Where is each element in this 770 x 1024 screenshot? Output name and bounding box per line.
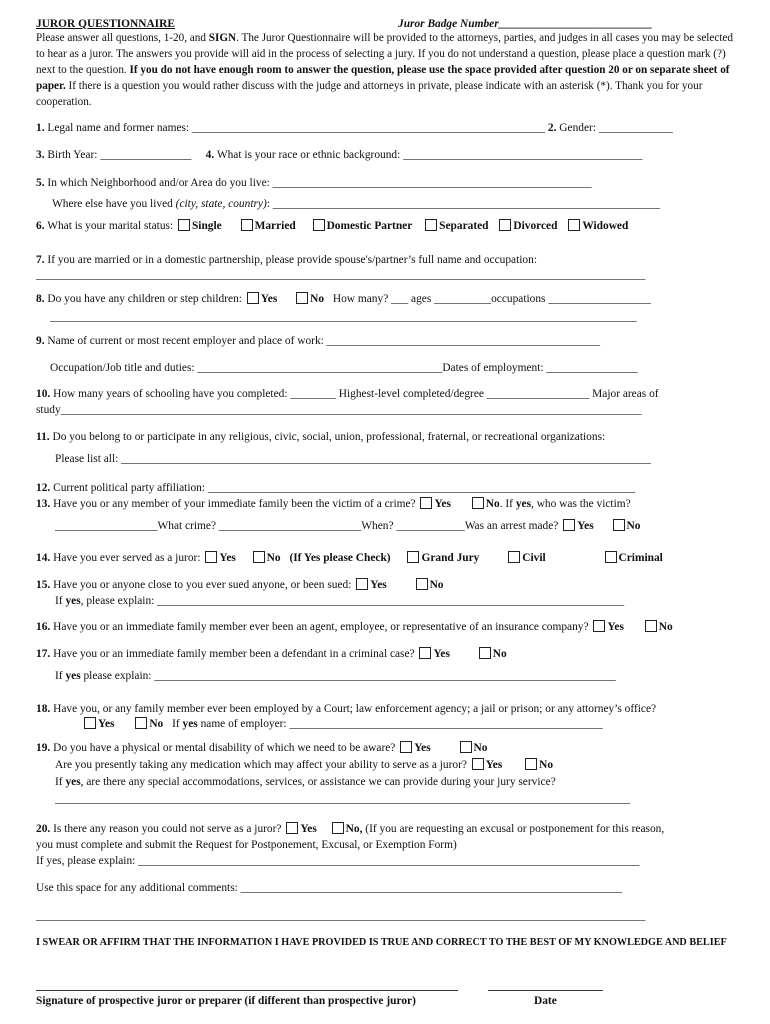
question-11-list[interactable]: Please list all: _____________________________________________________________________________________________ xyxy=(55,453,651,465)
checkbox-medication-no[interactable] xyxy=(525,758,537,770)
checkbox-married[interactable] xyxy=(241,219,253,231)
question-8: 8. Do you have any children or step children: Yes No How many? ___ ages __________occupations __________________ xyxy=(36,293,651,305)
question-9-occupation[interactable]: Occupation/Job title and duties: ___________________________________________Dates of employment: ________________ xyxy=(50,362,638,374)
header xyxy=(36,17,740,31)
intro-paragraph: Please answer all questions, 1-20, and SIGN. The Juror Questionnaire will be provided to the attorneys, parties, and judges in all cases you may be selected to hear as a juror. The answers you provide will aid in the process of selecting a jury. If you do not understand a question, please place a question mark (?) next to the question. If you do not have enough room to answer the question, please use the space provided after question 20 or on separate sheet of paper. If there is a question you would rather discuss with the judge and attorneys in private, please indicate with an asterisk (*). Thank you for your cooperation. xyxy=(36,32,733,108)
checkbox-defendant-yes[interactable] xyxy=(419,647,431,659)
question-3-4[interactable]: 3. Birth Year: ________________ 4. What is your race or ethnic background: __________________________________________ xyxy=(36,149,643,161)
question-10-study[interactable]: study______________________________________________________________________________________________________ xyxy=(36,404,642,416)
date-line[interactable] xyxy=(488,990,603,991)
checkbox-domestic-partner[interactable] xyxy=(313,219,325,231)
question-1-2[interactable]: 1. Legal name and former names: ______________________________________________________________ 2. Gender: _____________ xyxy=(36,122,673,134)
checkbox-children-no[interactable] xyxy=(296,292,308,304)
question-6-marital-status: 6. What is your marital status: Single Married Domestic Partner Separated Divorced Widowed xyxy=(36,220,629,232)
additional-comments[interactable]: Use this space for any additional comments: ___________________________________________________________________ xyxy=(36,882,623,894)
checkbox-children-yes[interactable] xyxy=(247,292,259,304)
checkbox-medication-yes[interactable] xyxy=(472,758,484,770)
checkbox-sued-yes[interactable] xyxy=(356,578,368,590)
checkbox-victim-yes[interactable] xyxy=(420,497,432,509)
checkbox-separated[interactable] xyxy=(425,219,437,231)
checkbox-widowed[interactable] xyxy=(568,219,580,231)
badge-blank: ___________________________ xyxy=(498,18,653,30)
checkbox-insurance-no[interactable] xyxy=(645,620,657,632)
question-5-other-places[interactable]: Where else have you lived (city, state, country): ____________________________________________________________________ xyxy=(52,198,661,210)
question-11: 11. Do you belong to or participate in any religious, civic, social, union, professional, fraternal, or recreational organizations: xyxy=(36,431,606,443)
oath-statement: I SWEAR OR AFFIRM THAT THE INFORMATION I HAVE PROVIDED IS TRUE AND CORRECT TO THE BEST OF MY KNOWLEDGE AND BELIEF xyxy=(36,937,727,948)
checkbox-juror-no[interactable] xyxy=(253,551,265,563)
question-5[interactable]: 5. In which Neighborhood and/or Area do you live: ________________________________________________________ xyxy=(36,177,592,189)
question-20-explain[interactable]: If yes, please explain: ________________________________________________________________________________________ xyxy=(36,855,640,867)
checkbox-reason-yes[interactable] xyxy=(286,822,298,834)
badge-number-field[interactable] xyxy=(398,17,652,31)
checkbox-juror-yes[interactable] xyxy=(205,551,217,563)
date-label: Date xyxy=(534,995,557,1007)
checkbox-single[interactable] xyxy=(178,219,190,231)
checkbox-civil[interactable] xyxy=(508,551,520,563)
question-19-medication: Are you presently taking any medication which may affect your ability to serve as a juror? Yes No xyxy=(55,759,554,771)
form-title: JUROR QUESTIONNAIRE xyxy=(36,18,175,30)
question-7: 7. If you are married or in a domestic partnership, please provide spouse's/partner’s full name and occupation: xyxy=(36,254,537,266)
question-19: 19. Do you have a physical or mental disability of which we need to be aware? Yes No xyxy=(36,742,488,754)
question-8-line[interactable]: _______________________________________________________________________________________________________ xyxy=(50,311,637,323)
checkbox-criminal[interactable] xyxy=(605,551,617,563)
question-13: 13. Have you or any member of your immediate family been the victim of a crime? Yes No. If yes, who was the victim? xyxy=(36,498,631,510)
question-18-answer: Yes No If yes name of employer: _______________________________________________________ xyxy=(82,717,740,731)
checkbox-reason-no[interactable] xyxy=(332,822,344,834)
question-16: 16. Have you or an immediate family member ever been an agent, employee, or representative of an insurance company? Yes No xyxy=(36,621,673,633)
checkbox-divorced[interactable] xyxy=(499,219,511,231)
question-19-accommodations: If yes, are there any special accommodations, services, or assistance we can provide during your jury service? xyxy=(55,776,556,788)
checkbox-court-yes[interactable] xyxy=(84,717,96,729)
checkbox-grand-jury[interactable] xyxy=(407,551,419,563)
additional-comments-line[interactable]: ___________________________________________________________________________________________________________ xyxy=(36,910,646,922)
checkbox-arrest-no[interactable] xyxy=(613,519,625,531)
question-7-line[interactable]: ___________________________________________________________________________________________________________ xyxy=(36,269,646,281)
question-12[interactable]: 12. Current political party affiliation: ___________________________________________________________________________ xyxy=(36,482,636,494)
badge-label: Juror Badge Number xyxy=(398,18,499,30)
checkbox-victim-no[interactable] xyxy=(472,497,484,509)
question-14: 14. Have you ever served as a juror: Yes No (If Yes please Check) Grand Jury Civil Criminal xyxy=(36,552,663,564)
checkbox-insurance-yes[interactable] xyxy=(593,620,605,632)
question-20-note: you must complete and submit the Request for Postponement, Excusal, or Exemption Form) xyxy=(36,839,457,851)
employer-name-blank[interactable]: name of employer: _______________________________________________________ xyxy=(197,718,603,730)
question-13-details[interactable]: __________________What crime? _________________________When? ____________Was an arrest made? Yes No xyxy=(55,520,641,532)
question-17-explain[interactable]: If yes please explain: _________________________________________________________________________________ xyxy=(55,670,616,682)
signature-label: Signature of prospective juror or preparer (if different than prospective juror) xyxy=(36,995,416,1007)
question-20: 20. Is there any reason you could not serve as a juror? Yes No, (If you are requesting an excusal or postponement for this reason, xyxy=(36,823,665,835)
checkbox-disability-no[interactable] xyxy=(460,741,472,753)
question-9[interactable]: 9. Name of current or most recent employer and place of work: ________________________________________________ xyxy=(36,335,601,347)
question-10[interactable]: 10. How many years of schooling have you completed: ________ Highest-level completed/degree __________________ Major areas of xyxy=(36,388,659,400)
question-18: 18. Have you, or any family member ever been employed by a Court; law enforcement agency; a jail or prison; or any attorney’s office? xyxy=(36,703,657,715)
checkbox-court-no[interactable] xyxy=(135,717,147,729)
signature-line[interactable] xyxy=(36,990,458,991)
children-details[interactable]: How many? ___ ages __________occupations __________________ xyxy=(332,293,651,305)
question-15: 15. Have you or anyone close to you ever sued anyone, or been sued: Yes No xyxy=(36,579,444,591)
checkbox-disability-yes[interactable] xyxy=(400,741,412,753)
question-17: 17. Have you or an immediate family member been a defendant in a criminal case? Yes No xyxy=(36,648,507,660)
question-19-line[interactable]: _____________________________________________________________________________________________________ xyxy=(55,793,631,805)
checkbox-defendant-no[interactable] xyxy=(479,647,491,659)
checkbox-arrest-yes[interactable] xyxy=(563,519,575,531)
question-15-explain[interactable]: If yes, please explain: __________________________________________________________________________________ xyxy=(55,595,625,607)
checkbox-sued-no[interactable] xyxy=(416,578,428,590)
